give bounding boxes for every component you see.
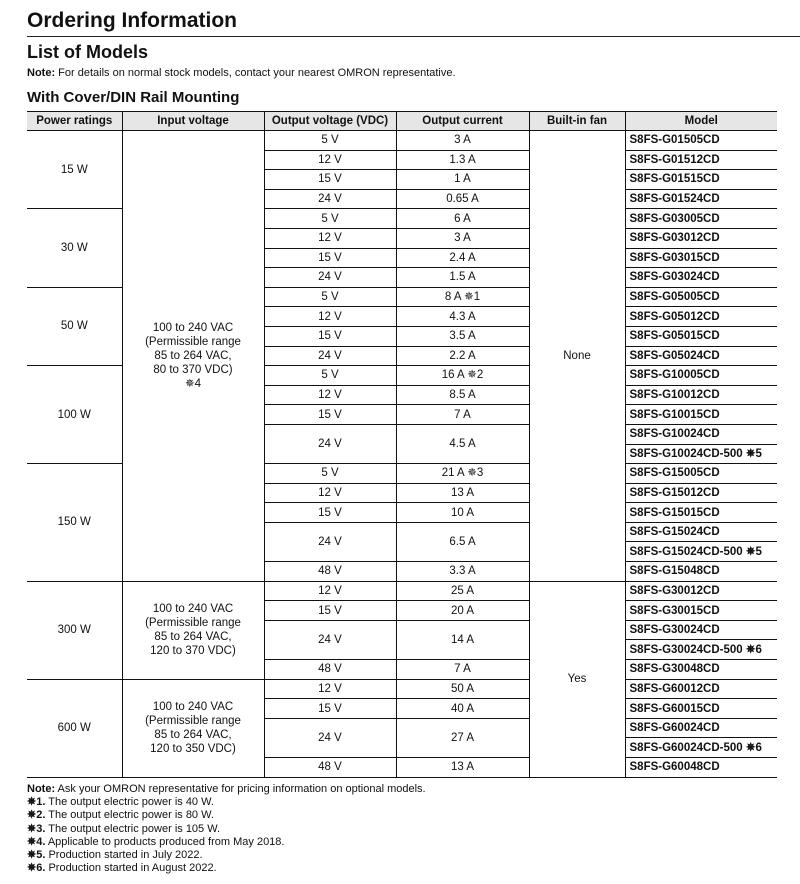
footnote xyxy=(27,836,426,849)
power-rating-cell: 600 W xyxy=(27,679,122,777)
stock-note-text: For details on normal stock models, contact your nearest OMRON representative. xyxy=(55,67,456,79)
model-cell: S8FS-G30015CD xyxy=(625,601,777,621)
output-current-cell: 14 A xyxy=(396,620,529,659)
input-voltage-cell xyxy=(122,131,264,582)
table-row xyxy=(27,679,777,699)
output-voltage-cell: 15 V xyxy=(264,248,396,268)
output-voltage-cell: 12 V xyxy=(264,483,396,503)
input-voltage-line: 120 to 350 VDC) xyxy=(150,743,236,756)
model-cell: S8FS-G01515CD xyxy=(625,170,777,190)
model-cell: S8FS-G10012CD xyxy=(625,385,777,405)
output-voltage-cell: 12 V xyxy=(264,385,396,405)
model-cell: S8FS-G15024CD xyxy=(625,522,777,542)
output-current-cell: 1.3 A xyxy=(396,150,529,170)
model-cell: S8FS-G01524CD xyxy=(625,189,777,209)
power-rating-cell: 150 W xyxy=(27,464,122,582)
built-in-fan-cell: None xyxy=(529,131,625,582)
model-cell: S8FS-G01512CD xyxy=(625,150,777,170)
output-current-cell: 13 A xyxy=(396,758,529,778)
output-current-cell: 20 A xyxy=(396,601,529,621)
built-in-fan-cell: Yes xyxy=(529,581,625,777)
power-rating-cell: 100 W xyxy=(27,366,122,464)
input-voltage-line: 120 to 370 VDC) xyxy=(150,645,236,658)
footnote-text: Production started in July 2022. xyxy=(45,849,203,862)
footnote-text: The output electric power is 105 W. xyxy=(45,822,221,835)
input-voltage-line: (Permissible range xyxy=(145,335,241,348)
output-current-cell: 3 A xyxy=(396,228,529,248)
model-cell: S8FS-G30048CD xyxy=(625,660,777,680)
model-cell: S8FS-G03015CD xyxy=(625,248,777,268)
model-cell: S8FS-G05015CD xyxy=(625,326,777,346)
output-voltage-cell: 12 V xyxy=(264,307,396,327)
input-voltage-cell xyxy=(122,679,264,777)
output-voltage-cell: 12 V xyxy=(264,228,396,248)
model-cell: S8FS-G60024CD xyxy=(625,718,777,738)
footnote-text: The output electric power is 40 W. xyxy=(45,796,214,809)
output-current-cell: 40 A xyxy=(396,699,529,719)
footnote-text: Production started in August 2022. xyxy=(45,862,217,875)
output-voltage-cell: 24 V xyxy=(264,718,396,757)
model-cell: S8FS-G30024CD xyxy=(625,620,777,640)
model-cell: S8FS-G15015CD xyxy=(625,503,777,523)
output-voltage-cell: 15 V xyxy=(264,503,396,523)
stock-note xyxy=(27,66,456,80)
output-current-cell: 10 A xyxy=(396,503,529,523)
output-current-cell: 1.5 A xyxy=(396,268,529,288)
table-row xyxy=(27,581,777,601)
output-voltage-cell: 15 V xyxy=(264,170,396,190)
power-rating-cell: 30 W xyxy=(27,209,122,287)
output-voltage-cell: 24 V xyxy=(264,189,396,209)
output-current-cell: 7 A xyxy=(396,405,529,425)
model-cell: S8FS-G60015CD xyxy=(625,699,777,719)
model-cell: S8FS-G05024CD xyxy=(625,346,777,366)
output-voltage-cell: 5 V xyxy=(264,209,396,229)
header-output-current: Output current xyxy=(396,112,529,131)
page-title: Ordering Information xyxy=(27,9,237,32)
model-cell: S8FS-G30024CD-500 ✵6 xyxy=(625,640,777,660)
output-voltage-cell: 12 V xyxy=(264,150,396,170)
model-cell: S8FS-G05005CD xyxy=(625,287,777,307)
model-cell: S8FS-G01505CD xyxy=(625,131,777,151)
model-cell: S8FS-G15024CD-500 ✵5 xyxy=(625,542,777,562)
input-voltage-line: (Permissible range xyxy=(145,715,241,728)
input-voltage-line: (Permissible range xyxy=(145,617,241,630)
model-cell: S8FS-G10005CD xyxy=(625,366,777,386)
output-current-cell: 8.5 A xyxy=(396,385,529,405)
input-voltage-line: 80 to 370 VDC) xyxy=(153,363,233,376)
output-current-cell: 21 A ✵3 xyxy=(396,464,529,484)
output-current-cell: 3 A xyxy=(396,131,529,151)
output-voltage-cell: 5 V xyxy=(264,131,396,151)
output-voltage-cell: 5 V xyxy=(264,366,396,386)
header-built-in-fan: Built-in fan xyxy=(529,112,625,131)
output-current-cell: 3.3 A xyxy=(396,562,529,582)
output-current-cell: 6.5 A xyxy=(396,522,529,561)
header-model: Model xyxy=(625,112,777,131)
models-table xyxy=(27,111,777,778)
footnote xyxy=(27,796,426,809)
footnote xyxy=(27,849,426,862)
footnote-text: The output electric power is 80 W. xyxy=(45,809,214,822)
power-rating-cell: 300 W xyxy=(27,581,122,679)
output-voltage-cell: 15 V xyxy=(264,405,396,425)
input-voltage-line: 100 to 240 VAC xyxy=(152,701,234,714)
pricing-note-text: Ask your OMRON representative for pricing information on optional models. xyxy=(55,783,426,795)
output-voltage-cell: 48 V xyxy=(264,758,396,778)
input-voltage-line: 85 to 264 VAC, xyxy=(154,349,232,362)
output-current-cell: 2.2 A xyxy=(396,346,529,366)
footnote-mark: ✵5. xyxy=(27,849,46,862)
input-voltage-line: 100 to 240 VAC xyxy=(152,603,234,616)
output-voltage-cell: 24 V xyxy=(264,268,396,288)
model-cell: S8FS-G60024CD-500 ✵6 xyxy=(625,738,777,758)
footnote-mark: ✵1. xyxy=(27,796,46,809)
model-cell: S8FS-G15012CD xyxy=(625,483,777,503)
output-voltage-cell: 24 V xyxy=(264,424,396,463)
footnotes xyxy=(27,783,426,875)
output-current-cell: 6 A xyxy=(396,209,529,229)
output-voltage-cell: 12 V xyxy=(264,679,396,699)
model-cell: S8FS-G03012CD xyxy=(625,228,777,248)
model-cell: S8FS-G15005CD xyxy=(625,464,777,484)
header-power-ratings: Power ratings xyxy=(27,112,122,131)
header-output-voltage: Output voltage (VDC) xyxy=(264,112,396,131)
model-cell: S8FS-G03005CD xyxy=(625,209,777,229)
output-voltage-cell: 48 V xyxy=(264,562,396,582)
output-voltage-cell: 15 V xyxy=(264,699,396,719)
header-input-voltage: Input voltage xyxy=(122,112,264,131)
pricing-note xyxy=(27,783,426,796)
model-cell: S8FS-G60048CD xyxy=(625,758,777,778)
output-voltage-cell: 12 V xyxy=(264,581,396,601)
footnote-text: Applicable to products produced from May 2018. xyxy=(45,835,285,848)
footnote xyxy=(27,823,426,836)
output-voltage-cell: 24 V xyxy=(264,346,396,366)
output-current-cell: 1 A xyxy=(396,170,529,190)
output-voltage-cell: 48 V xyxy=(264,660,396,680)
footnote-mark: ✵2. xyxy=(27,809,46,822)
output-voltage-cell: 24 V xyxy=(264,620,396,659)
pricing-note-label: Note: xyxy=(27,783,56,795)
output-current-cell: 27 A xyxy=(396,718,529,757)
output-current-cell: 0.65 A xyxy=(396,189,529,209)
section-heading: With Cover/DIN Rail Mounting xyxy=(27,89,240,106)
input-voltage-line: 85 to 264 VAC, xyxy=(154,729,232,742)
output-current-cell: 8 A ✵1 xyxy=(396,287,529,307)
models-table-body xyxy=(27,131,777,778)
model-cell: S8FS-G10015CD xyxy=(625,405,777,425)
output-voltage-cell: 24 V xyxy=(264,522,396,561)
model-cell: S8FS-G30012CD xyxy=(625,581,777,601)
power-rating-cell: 15 W xyxy=(27,131,122,209)
title-divider xyxy=(27,36,800,37)
model-cell: S8FS-G03024CD xyxy=(625,268,777,288)
output-current-cell: 13 A xyxy=(396,483,529,503)
output-voltage-cell: 5 V xyxy=(264,464,396,484)
footnote-mark: ✵4. xyxy=(27,835,46,848)
model-cell: S8FS-G10024CD xyxy=(625,424,777,444)
list-of-models-heading: List of Models xyxy=(27,42,148,62)
output-current-cell: 25 A xyxy=(396,581,529,601)
input-voltage-line: 100 to 240 VAC xyxy=(152,321,234,334)
output-current-cell: 4.3 A xyxy=(396,307,529,327)
model-cell: S8FS-G60012CD xyxy=(625,679,777,699)
input-voltage-line: ✵4 xyxy=(184,377,202,390)
output-voltage-cell: 15 V xyxy=(264,326,396,346)
input-voltage-line: 85 to 264 VAC, xyxy=(154,631,232,644)
output-current-cell: 4.5 A xyxy=(396,424,529,463)
stock-note-label: Note: xyxy=(27,67,56,79)
output-current-cell: 7 A xyxy=(396,660,529,680)
table-row xyxy=(27,131,777,151)
model-cell: S8FS-G05012CD xyxy=(625,307,777,327)
power-rating-cell: 50 W xyxy=(27,287,122,365)
table-header-row xyxy=(27,112,777,131)
output-current-cell: 16 A ✵2 xyxy=(396,366,529,386)
output-voltage-cell: 5 V xyxy=(264,287,396,307)
footnote xyxy=(27,862,426,875)
output-current-cell: 2.4 A xyxy=(396,248,529,268)
output-current-cell: 3.5 A xyxy=(396,326,529,346)
footnote xyxy=(27,809,426,822)
footnote-mark: ✵6. xyxy=(27,862,46,875)
footnote-mark: ✵3. xyxy=(27,822,46,835)
model-cell: S8FS-G15048CD xyxy=(625,562,777,582)
output-current-cell: 50 A xyxy=(396,679,529,699)
input-voltage-cell xyxy=(122,581,264,679)
output-voltage-cell: 15 V xyxy=(264,601,396,621)
model-cell: S8FS-G10024CD-500 ✵5 xyxy=(625,444,777,464)
